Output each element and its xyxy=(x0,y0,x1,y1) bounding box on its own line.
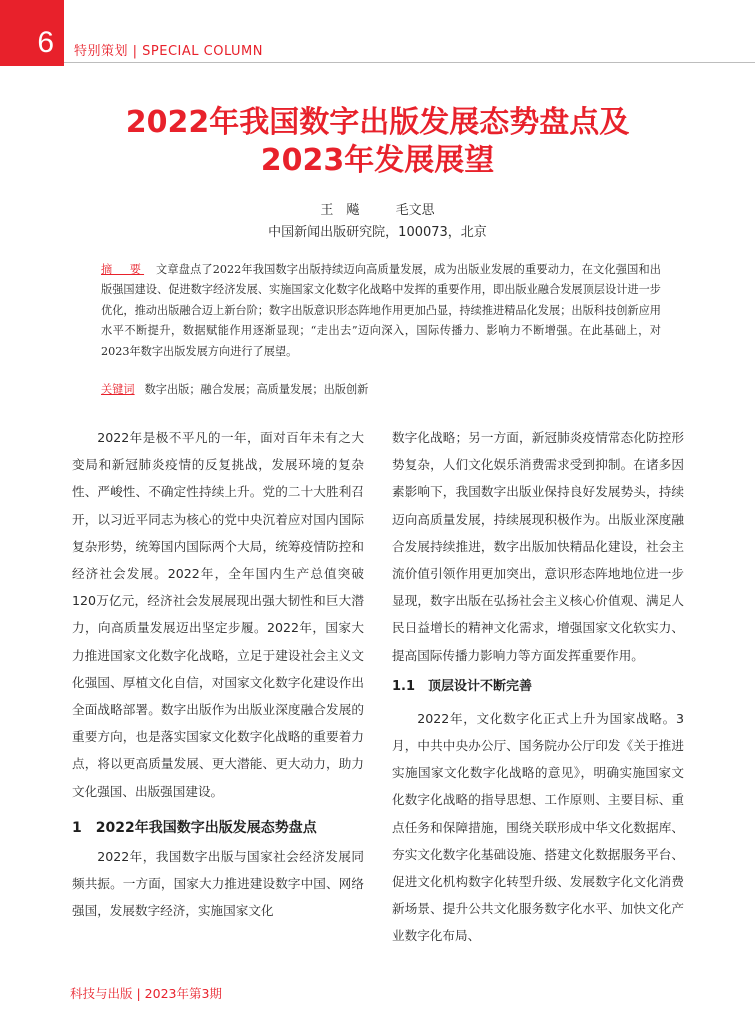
title-line-1: 2022年我国数字出版发展态势盘点及 xyxy=(125,105,630,140)
paragraph: 数字化战略；另一方面，新冠肺炎疫情常态化防控形势复杂，人们文化娱乐消费需求受到抑制。在诸多因素影响下，我国数字出版业保持良好发展势头，持续迈向高质量发展，持续展现积极作为。出版业深度融合发展持续推进，数字出版加快精品化建设，社会主流价值引领作用更加突出，意识形态阵地地位进一步显现，数字出版在弘扬社会主义核心价值观、满足人民日益增长的精神文化需求，增强国家文化软实力、提高国际传播力影响力等方面发挥重要作用。 xyxy=(392,430,684,663)
section-heading-1-1: 1.1 顶层设计不断完善 xyxy=(392,678,533,694)
keywords-label: 关键词 xyxy=(101,383,135,396)
section-label: 特别策划 | SPECIAL COLUMN xyxy=(74,44,263,59)
article-title xyxy=(60,104,695,180)
title-line-2: 2023年发展展望 xyxy=(260,143,495,178)
keywords-text: 数字出版；融合发展；高质量发展；出版创新 xyxy=(144,383,369,396)
author-2: 毛文思 xyxy=(395,203,435,218)
footer-journal-info: 科技与出版 | 2023年第3期 xyxy=(70,986,222,1001)
authors xyxy=(0,199,755,218)
body-column-left xyxy=(72,424,364,924)
paragraph: 2022年，文化数字化正式上升为国家战略。3月，中共中央办公厅、国务院办公厅印发《关于推进实施国家文化数字化战略的意见》，明确实施国家文化数字化战略的指导思想、工作原则、主要目标、重点任务和保障措施，围绕关联形成中华文化数据库、夯实文化数字化基础设施、搭建文化数据服务平台、促进文化机构数字化转型升级、发展数字化文化消费新场景、提升公共文化服务数字化水平、加快文化产业数字化布局、 xyxy=(392,710,684,944)
header-divider xyxy=(64,62,755,63)
abstract-text: 文章盘点了2022年我国数字出版持续迈向高质量发展，成为出版业发展的重要动力，在文化强国和出版强国建设、促进数字经济发展、实施国家文化数字化战略中发挥的重要作用，即出版业融合发展顶层设计进一步优化，推动出版融合迈上新台阶；数字出版意识形态阵地作用更加凸显，持续推进精品化发展；出版科技创新应用水平不断提升，数据赋能作用逐渐显现；“走出去”迈向深入，国际传播力、影响力不断增强。在此基础上，对2023年数字出版发展方向进行了展望。 xyxy=(101,263,661,358)
page-number: 6 xyxy=(37,26,54,59)
paragraph: 2022年是极不平凡的一年，面对百年未有之大变局和新冠肺炎疫情的反复挑战，发展环境的复杂性、严峻性、不确定性持续上升。党的二十大胜利召开，以习近平同志为核心的党中央沉着应对国内国际复杂形势，统筹国内国际两个大局，统筹疫情防控和经济社会发展。2022年，全年国内生产总值突破120万亿元，经济社会发展展现出强大韧性和巨大潜力，向高质量发展迈出坚定步履。2022年，国家大力推进国家文化数字化战略，立足于建设社会主义文化强国、厚植文化自信，对国家文化数字化建设作出全面战略部署。数字出版作为出版业深度融合发展的重要方向，也是落实国家文化数字化战略的重要着力点，将以更高质量发展、更大潜能、更大动力，助力文化强国、出版强国建设。 xyxy=(72,430,364,799)
page-number-tab xyxy=(0,0,64,66)
keywords xyxy=(101,380,661,400)
body-column-right xyxy=(392,424,684,950)
abstract-label: 摘 要 xyxy=(101,263,145,276)
paragraph: 2022年，我国数字出版与国家社会经济发展同频共振。一方面，国家大力推进建设数字中国、网络强国，发展数字经济，实施国家文化 xyxy=(72,848,364,919)
affiliation: 中国新闻出版研究院，100073，北京 xyxy=(268,225,487,240)
author-1: 王 飚 xyxy=(320,203,360,218)
section-heading-1: 1 2022年我国数字出版发展态势盘点 xyxy=(72,819,317,836)
abstract xyxy=(101,260,661,362)
